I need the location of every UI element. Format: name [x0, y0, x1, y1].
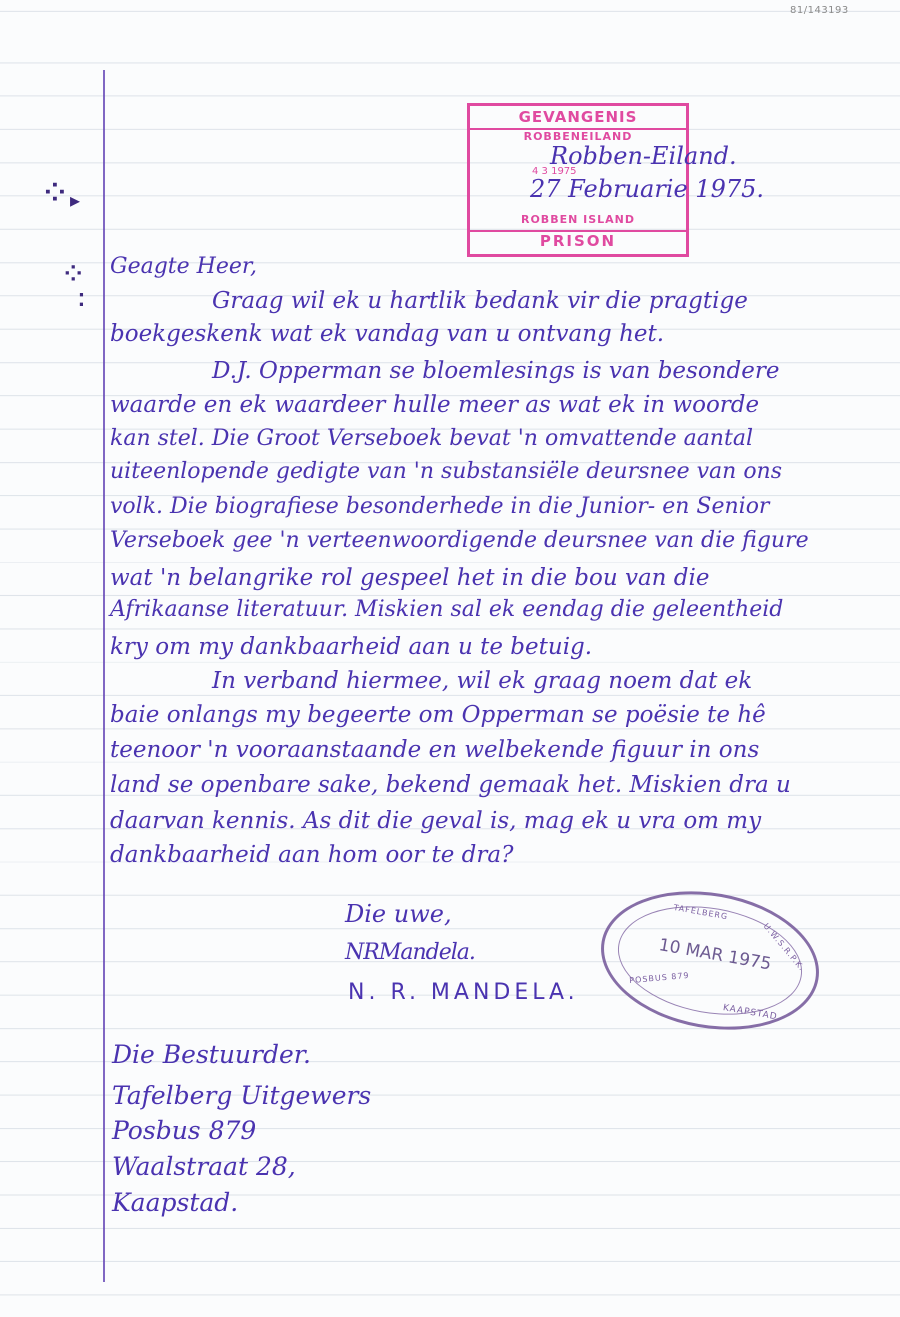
body-line: teenoor 'n vooraanstaande en welbekende figuur in ons: [110, 737, 760, 763]
body-line: baie onlangs my begeerte om Opperman se poësie te hê: [110, 702, 766, 728]
ink-blot: ⁚: [78, 290, 85, 311]
body-line: dankbaarheid aan hom oor te dra?: [110, 842, 514, 868]
prison-stamp-line2: ROBBENEILAND: [523, 130, 633, 143]
publisher-stamp-right: U.W.S.R.P.K.: [761, 921, 807, 973]
salutation: Geagte Heer,: [110, 254, 257, 279]
address-line: Tafelberg Uitgewers: [112, 1081, 372, 1110]
publisher-stamp-left: POSBUS 879: [628, 970, 690, 986]
signature: NRMandela.: [345, 940, 475, 965]
body-line: boekgeskenk wat ek vandag van u ontvang het.: [110, 321, 665, 347]
prison-stamp-date: 4 3 1975: [532, 166, 577, 177]
margin-line: [103, 70, 105, 1282]
address-line: Die Bestuurder.: [112, 1040, 311, 1069]
publisher-stamp: [590, 875, 830, 1046]
body-line: In verband hiermee, wil ek graag noem dat ek: [212, 668, 753, 694]
body-line: volk. Die biografiese besonderhede in die Junior- en Senior: [110, 494, 770, 519]
address-line: Waalstraat 28,: [112, 1152, 296, 1181]
printed-name: N. R. MANDELA.: [348, 980, 579, 1005]
address-line: Kaapstad.: [112, 1188, 239, 1217]
ink-blot: ⁘: [64, 262, 83, 287]
body-line: waarde en ek waardeer hulle meer as wat ek in woorde: [110, 392, 760, 418]
prison-stamp-line4: PRISON: [539, 232, 617, 250]
prison-stamp-line1: GEVANGENIS: [518, 108, 638, 126]
body-line: Graag wil ek u hartlik bedank vir die pragtige: [212, 288, 748, 314]
publisher-stamp-bottom: KAAPSTAD: [722, 1003, 779, 1023]
body-line: D.J. Opperman se bloemlesings is van besondere: [212, 358, 780, 384]
publisher-stamp-date: 10 MAR 1975: [657, 935, 773, 975]
body-line: daarvan kennis. As dit die geval is, mag ek u vra om my: [110, 808, 762, 834]
body-line: kry om my dankbaarheid aan u te betuig.: [110, 634, 593, 660]
body-line: uiteenlopende gedigte van 'n substansiële deursnee van ons: [110, 459, 783, 484]
body-line: wat 'n belangrike rol gespeel het in die bou van die: [110, 565, 710, 591]
ink-blot: ▸: [70, 188, 81, 212]
prison-stamp-line3: ROBBEN ISLAND: [520, 213, 635, 226]
letter-date: 27 Februarie 1975.: [530, 175, 764, 203]
body-line: land se openbare sake, bekend gemaak het. Miskien dra u: [110, 772, 791, 798]
ink-blot: ⁘: [44, 178, 66, 208]
address-line: Posbus 879: [112, 1116, 257, 1145]
publisher-stamp-top: TAFELBERG: [672, 902, 729, 922]
valediction: Die uwe,: [345, 900, 452, 928]
letter-place: Robben-Eiland.: [550, 142, 737, 170]
body-line: Afrikaanse literatuur. Miskien sal ek eendag die geleentheid: [110, 597, 784, 622]
archive-reference-number: 81/143193: [790, 5, 849, 16]
body-line: kan stel. Die Groot Verseboek bevat 'n omvattende aantal: [110, 426, 753, 451]
body-line: Verseboek gee 'n verteenwoordigende deursnee van die figure: [110, 528, 809, 553]
